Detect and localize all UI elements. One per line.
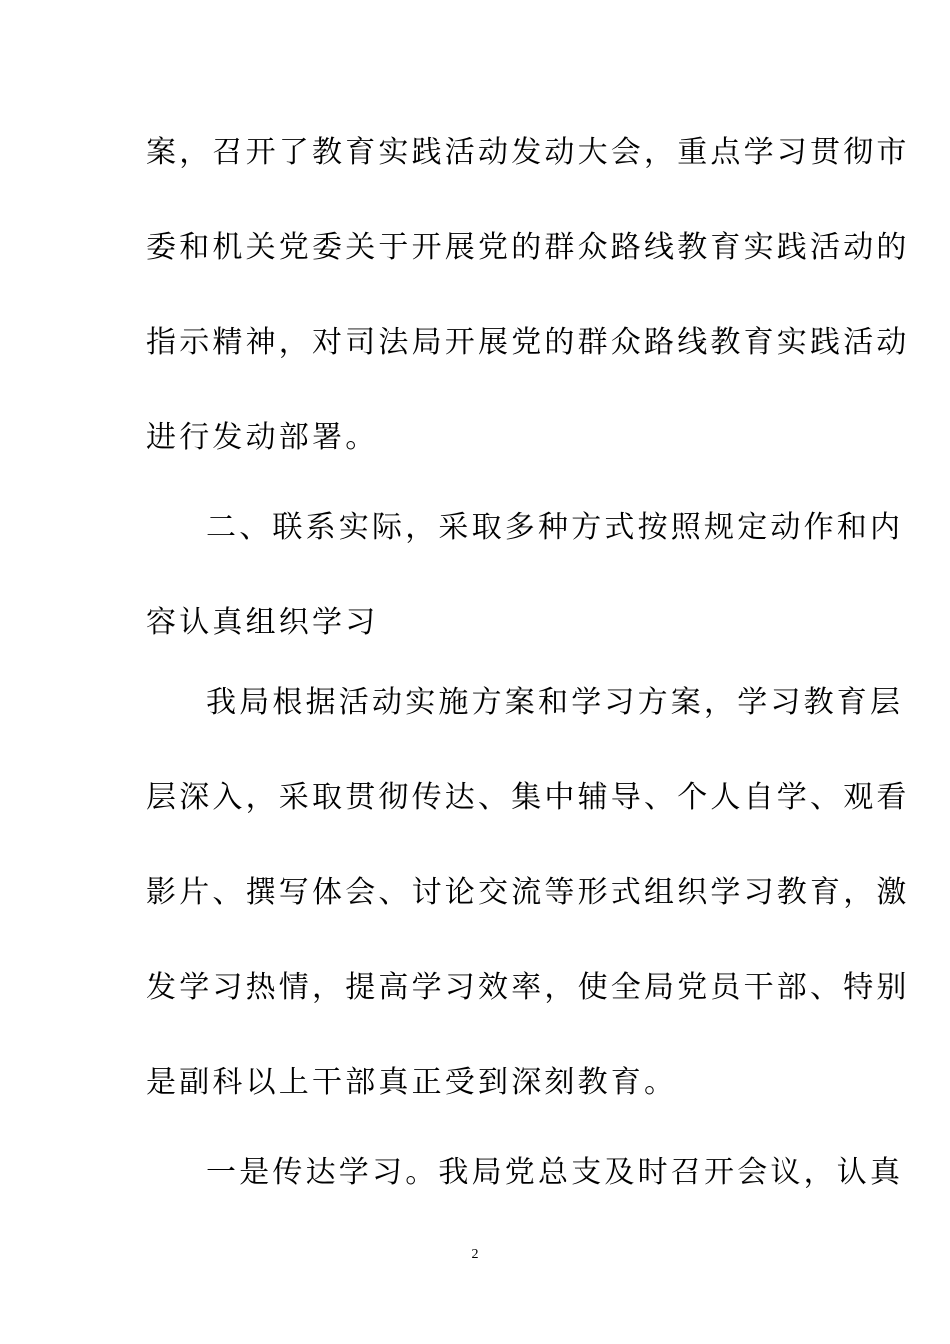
- text-line: 进行发动部署。: [146, 420, 379, 455]
- text-line: 是副科以上干部真正受到深刻教育。: [146, 1065, 678, 1100]
- page-number: 2: [471, 1247, 479, 1262]
- section-heading-line: 二、联系实际，采取多种方式按照规定动作和内: [206, 510, 904, 545]
- text-line: 层深入，采取贯彻传达、集中辅导、个人自学、观看: [146, 780, 910, 815]
- section-heading-line: 容认真组织学习: [146, 605, 379, 640]
- text-line: 案，召开了教育实践活动发动大会，重点学习贯彻市: [146, 135, 910, 170]
- text-line: 一是传达学习。我局党总支及时召开会议，认真: [206, 1155, 904, 1190]
- text-line: 我局根据活动实施方案和学习方案，学习教育层: [206, 685, 904, 720]
- text-line: 委和机关党委关于开展党的群众路线教育实践活动的: [146, 230, 910, 265]
- text-line: 发学习热情，提高学习效率，使全局党员干部、特别: [146, 970, 910, 1005]
- text-line: 影片、撰写体会、讨论交流等形式组织学习教育，激: [146, 875, 910, 910]
- text-line: 指示精神，对司法局开展党的群众路线教育实践活动: [146, 325, 910, 360]
